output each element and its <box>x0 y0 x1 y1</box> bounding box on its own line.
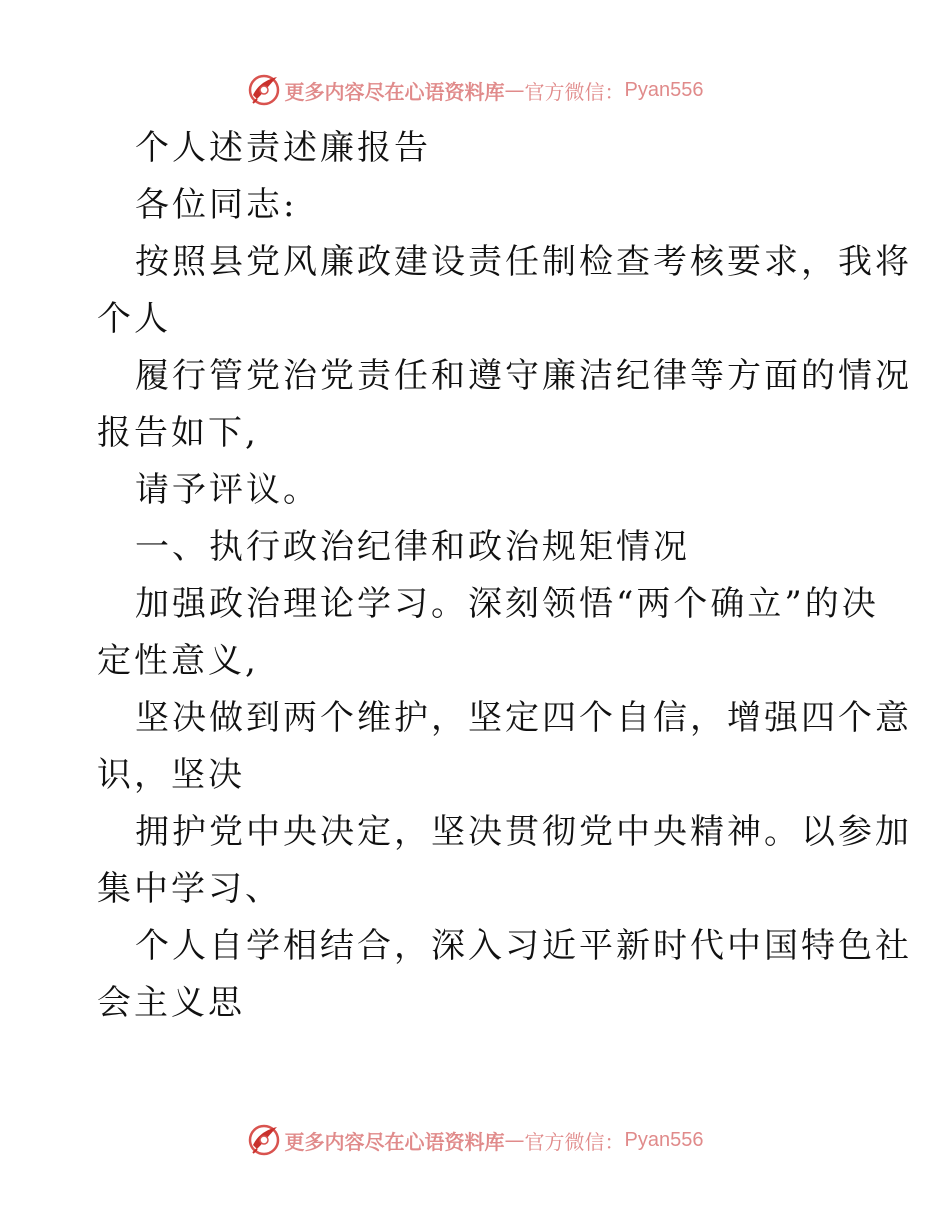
header-dash: — <box>504 78 525 102</box>
section-heading: 一、执行政治纪律和政治规矩情况 <box>135 527 690 567</box>
paragraph-line: 会主义思 <box>97 983 245 1023</box>
footer-wechat-id: Pyan556 <box>624 1128 704 1151</box>
footer-site-text: 更多内容尽在心语资料库 <box>284 1129 505 1154</box>
footer-wechat-label: 官方微信： <box>524 1129 625 1154</box>
header-banner <box>0 70 950 110</box>
footer-dash: — <box>504 1128 525 1152</box>
header-site-text: 更多内容尽在心语资料库 <box>284 79 505 104</box>
footer-banner <box>0 1120 950 1160</box>
header-wechat-id: Pyan556 <box>624 78 704 101</box>
paragraph-line: 加强政治理论学习。深刻领悟“两个确立”的决 <box>135 584 879 624</box>
paragraph-line: 识，坚决 <box>97 755 245 795</box>
paragraph-line: 定性意义, <box>97 641 259 681</box>
quill-pen-logo-icon <box>247 73 281 107</box>
paragraph-line: 报告如下, <box>97 413 259 453</box>
paragraph-line: 个人 <box>97 299 171 339</box>
paragraph-line: 请予评议。 <box>135 470 320 510</box>
paragraph-line: 集中学习、 <box>97 869 282 909</box>
paragraph-line: 个人自学相结合，深入习近平新时代中国特色社 <box>135 926 912 966</box>
salutation: 各位同志: <box>135 185 298 225</box>
paragraph-line: 履行管党治党责任和遵守廉洁纪律等方面的情况 <box>135 356 912 396</box>
paragraph-line: 按照县党风廉政建设责任制检查考核要求，我将 <box>135 242 912 282</box>
paragraph-line: 坚决做到两个维护，坚定四个自信，增强四个意 <box>135 698 912 738</box>
document-body <box>97 120 912 1032</box>
document-title: 个人述责述廉报告 <box>135 128 431 168</box>
paragraph-line: 拥护党中央决定，坚决贯彻党中央精神。以参加 <box>135 812 912 852</box>
quill-pen-logo-icon <box>247 1123 281 1157</box>
header-wechat-label: 官方微信： <box>524 79 625 104</box>
